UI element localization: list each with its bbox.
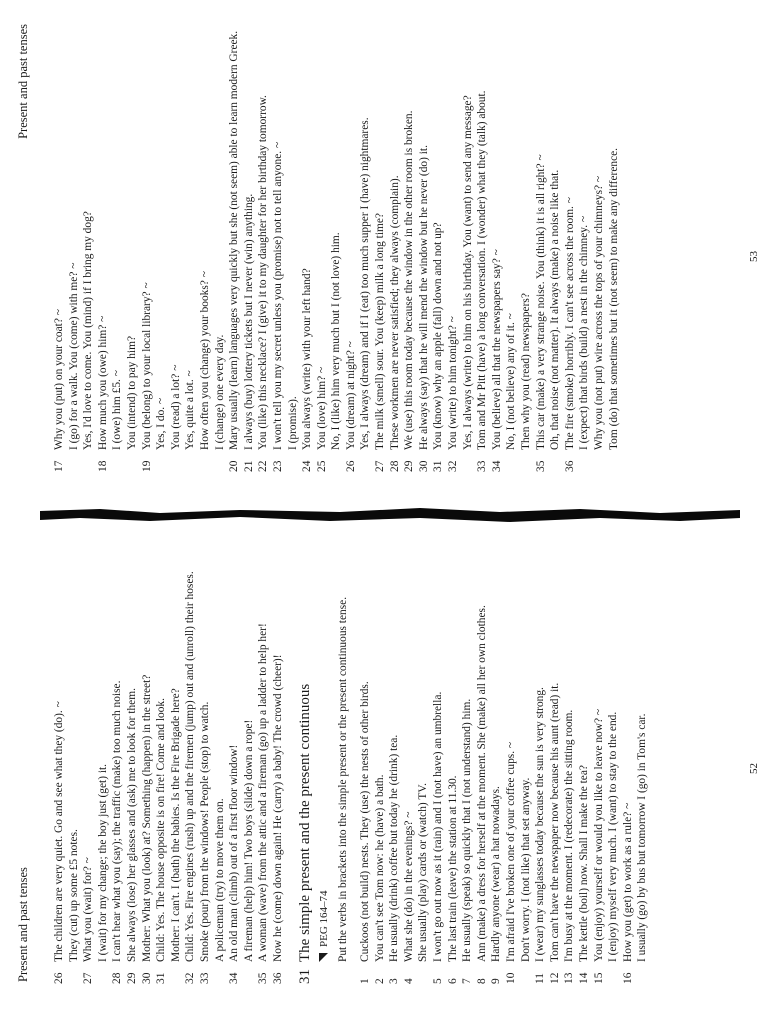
item-text: Child: Yes. The house opposite is on fire! Come and look. Mother: I can't. I (bath) the babies. Is the Fire Brigade here? <box>155 688 182 962</box>
item-text: We (use) this room today because the window in the other room is broken. <box>403 110 416 450</box>
item-number: 6 <box>446 978 459 984</box>
exercise-item <box>256 522 271 984</box>
item-number: 11 <box>534 973 547 984</box>
exercise-item <box>460 522 475 984</box>
exercise-item <box>198 522 227 984</box>
item-number: 5 <box>432 978 445 984</box>
item-text: I won't go out now as it (rain) and I (not have) an umbrella. <box>432 691 445 962</box>
item-text: The kettle (boil) now. Shall I make the tea? <box>578 765 590 962</box>
item-number: 28 <box>111 972 124 984</box>
exercise-item <box>344 10 373 472</box>
exercise-item <box>110 522 125 984</box>
exercise-item <box>387 522 402 984</box>
exercise-item <box>271 522 286 984</box>
item-number: 24 <box>301 460 314 472</box>
item-number: 33 <box>198 972 211 984</box>
item-text: She always (lose) her glasses and (ask) me to look for them. <box>125 688 138 962</box>
item-number: 26 <box>53 972 65 984</box>
exercise-item <box>358 522 373 984</box>
item-number: 27 <box>82 972 95 984</box>
item-text: Why you (put) on your coat? ~ I (go) for a walk. You (come) with me? ~ Yes, I'd love to come. You (mind) if I bring my dog? <box>53 211 95 450</box>
item-number: 35 <box>534 460 547 472</box>
item-number: 36 <box>271 972 284 984</box>
exercise-item <box>562 522 577 984</box>
item-text: Smoke (pour) from the windows! People (stop) to watch. A policeman (try) to move them on. <box>198 701 226 962</box>
item-text: You (dream) at night? ~ Yes, I always (dream) and if I (eat) too much supper I (have) nightmares. <box>344 117 372 450</box>
item-number: 34 <box>228 972 241 984</box>
item-text: You (know) why an apple (fall) down and not up? <box>432 222 445 450</box>
item-number: 3 <box>388 978 401 984</box>
item-text: You (write) to him tonight? ~ Yes, I always (write) to him on his birthday. You (want) to send any message? <box>447 95 474 450</box>
item-text: Mother: What you (look) at? Something (happen) in the street? <box>140 674 153 962</box>
exercise-item <box>402 522 431 984</box>
item-text: I'm busy at the moment. I (redecorate) the sitting room. <box>563 709 576 962</box>
item-text: Tom and Mr Pitt (have) a long conversation. I (wonder) what they (talk) about. <box>476 90 489 450</box>
exercise-title: The simple present and the present continuous <box>296 683 313 962</box>
item-text: Now he (come) down again! He (carry) a baby! The crowd (cheer)! <box>271 654 284 962</box>
item-number: 9 <box>490 978 503 984</box>
item-number: 19 <box>140 460 153 472</box>
exercise-item <box>533 522 548 984</box>
item-text: What she (do) in the evenings? ~ She usually (play) cards or (watch) TV. <box>402 783 430 962</box>
exercise-item <box>227 10 242 472</box>
item-number: 17 <box>53 460 65 472</box>
exercise-item <box>490 10 534 472</box>
item-number: 22 <box>257 460 270 472</box>
item-text: I can't hear what you (say); the traffic (make) too much noise. <box>111 680 124 962</box>
item-text: I won't tell you my secret unless you (promise) not to tell anyone. ~ I (promise). <box>271 141 299 450</box>
exercise-item <box>373 522 388 984</box>
item-text: He always (say) that he will mend the window but he never (do) it. <box>417 145 430 450</box>
item-text: Tom can't have the newspaper now because his aunt (read) it. <box>548 682 561 962</box>
exercise-item <box>373 10 388 472</box>
right-items <box>52 10 621 472</box>
item-number: 36 <box>563 460 576 472</box>
exercise-item <box>489 522 504 984</box>
exercise-item <box>534 10 563 472</box>
item-text: I always (buy) lottery tickets but I never (win) anything. <box>242 193 255 450</box>
exercise-item <box>256 10 271 472</box>
item-number: 35 <box>257 972 270 984</box>
item-number: 32 <box>184 972 197 984</box>
exercise-instructions: Put the verbs in brackets into the simple present or the present continuous tense. <box>336 596 349 962</box>
item-number: 29 <box>403 460 416 472</box>
exercise-item <box>475 522 490 984</box>
item-text: An old man (climb) out of a first floor window! A fireman (help) him! Two boys (slide) down a rope! <box>228 719 255 962</box>
item-text: You (like) this necklace? I (give) it to my daughter for her birthday tomorrow. <box>257 95 270 450</box>
item-number: 12 <box>548 972 561 984</box>
peg-reference <box>318 522 330 962</box>
item-text: You (enjoy) yourself or would you like to leave now? ~ I (enjoy) myself very much. I (want) to stay to the end. <box>592 708 620 962</box>
exercise-item <box>242 10 257 472</box>
exercise-item <box>125 522 140 984</box>
item-text: He usually (drink) coffee but today he (drink) tea. <box>388 734 401 962</box>
item-number: 30 <box>417 460 430 472</box>
item-text: You (belong) to your local library? ~ Yes, I do. ~ You (read) a lot? ~ Yes, quite a lot. ~ How often you (change) your books? ~ I (change) one every day. <box>140 271 226 450</box>
left-exercise-items <box>358 522 650 984</box>
page-number-left: 52 <box>748 763 760 774</box>
running-head-right: Present and past tenses <box>16 24 30 139</box>
item-text: You can't see Tom now: he (have) a bath. <box>373 774 386 962</box>
exercise-item <box>271 10 300 472</box>
exercise-item <box>431 522 446 984</box>
page-number-right: 53 <box>748 251 760 262</box>
exercise-item <box>227 522 256 984</box>
item-number: 18 <box>96 460 109 472</box>
exercise-item <box>154 522 183 984</box>
exercise-item <box>446 522 461 984</box>
item-number: 34 <box>490 460 503 472</box>
item-number: 21 <box>242 460 255 472</box>
item-text: The last train (leave) the station at 11.30. <box>446 775 459 962</box>
right-page-content <box>52 10 621 472</box>
exercise-heading <box>296 522 314 984</box>
item-number: 8 <box>475 978 488 984</box>
exercise-item <box>475 10 490 472</box>
item-text: I'm afraid I've broken one of your coffee cups. ~ Don't worry. I (not like) that set anyway. <box>505 741 532 962</box>
exercise-item <box>388 10 403 472</box>
item-number: 33 <box>476 460 489 472</box>
item-number: 31 <box>155 972 168 984</box>
item-number: 23 <box>271 460 284 472</box>
exercise-item <box>315 10 344 472</box>
exercise-item <box>52 10 96 472</box>
item-number: 13 <box>563 972 576 984</box>
item-text: Hardly anyone (wear) a hat nowadays. <box>490 786 503 962</box>
item-number: 27 <box>374 460 387 472</box>
item-text: This car (make) a very strange noise. You (think) it is all right? ~ Oh, that noise (not matter). It always (make) a noise like that. <box>534 154 562 450</box>
exercise-item <box>140 522 155 984</box>
exercise-item <box>563 10 621 472</box>
item-text: The children are very quiet. Go and see what they (do). ~ They (cut) up some £5 notes. <box>53 701 80 962</box>
exercise-item <box>300 10 315 472</box>
item-number: 4 <box>402 978 415 984</box>
item-number: 10 <box>505 972 518 984</box>
left-page-content <box>52 522 650 984</box>
item-text: Ann (make) a dress for herself at the moment. She (make) all her own clothes. <box>475 605 488 962</box>
item-number: 30 <box>140 972 153 984</box>
item-text: Cuckoos (not build) nests. They (use) the nests of other birds. <box>359 681 372 962</box>
item-number: 16 <box>621 972 634 984</box>
item-text: What you (wait) for? ~ I (wait) for my change; the boy just (get) it. <box>82 763 109 962</box>
item-number: 25 <box>315 460 328 472</box>
item-number: 15 <box>592 972 605 984</box>
item-number: 2 <box>373 978 386 984</box>
left-top-items <box>52 522 286 984</box>
item-text: The fire (smoke) horribly. I can't see across the room. ~ I (expect) that birds (build) a nest in the chimney. ~ Why you (not put) wire across the tops of your chimneys? ~ Tom (do) that sometimes but it (not seem) to make any difference. <box>563 147 620 450</box>
item-number: 29 <box>125 972 138 984</box>
exercise-item <box>52 522 81 984</box>
exercise-item <box>183 522 198 984</box>
item-number: 20 <box>228 460 241 472</box>
exercise-item <box>402 10 417 472</box>
item-number: 7 <box>461 978 474 984</box>
exercise-item <box>548 522 563 984</box>
item-text: The milk (smell) sour. You (keep) milk a long time? <box>374 213 387 450</box>
item-number: 28 <box>388 460 401 472</box>
exercise-item <box>592 522 621 984</box>
exercise-item <box>81 522 110 984</box>
exercise-item <box>504 522 533 984</box>
corner-marker-icon <box>319 953 328 962</box>
item-number: 14 <box>578 972 590 984</box>
item-text: You (believe) all that the newspapers say? ~ No, I (not believe) any of it. ~ Then why you (read) newspapers? <box>490 249 532 450</box>
item-text: He usually (speak) so quickly that I (not understand) him. <box>461 698 474 962</box>
exercise-item <box>577 522 592 984</box>
item-number: 32 <box>447 460 460 472</box>
item-text: How much you (owe) him? ~ I (owe) him £5. ~ You (intend) to pay him? <box>96 315 138 450</box>
exercise-item <box>621 522 650 984</box>
item-text: How you (get) to work as a rule? ~ I usually (go) by bus but tomorrow I (go) in Tom's car. <box>621 713 649 962</box>
exercise-item <box>140 10 228 472</box>
exercise-item <box>417 10 432 472</box>
exercise-item <box>96 10 140 472</box>
item-text: These workmen are never satisfied; they always (complain). <box>388 175 401 450</box>
item-number: 1 <box>359 978 372 984</box>
item-number: 31 <box>432 460 445 472</box>
item-text: Mary usually (learn) languages very quickly but she (not seem) able to learn modern Greek. <box>228 30 241 450</box>
exercise-item <box>446 10 475 472</box>
exercise-item <box>431 10 446 472</box>
item-text: You always (write) with your left hand? <box>301 268 314 450</box>
exercise-number: 31 <box>296 969 313 984</box>
item-text: You (love) him? ~ No, I (like) him very much but I (not love) him. <box>315 232 343 450</box>
item-text: I (wear) my sunglasses today because the sun is very strong. <box>534 687 547 962</box>
item-text: A woman (wave) from the attic and a fireman (go) up a ladder to help her! <box>257 623 270 962</box>
page-52 <box>0 512 768 1024</box>
item-number: 26 <box>344 460 357 472</box>
peg-label: PEG 164–74 <box>317 890 330 947</box>
item-text: Child: Yes. Fire engines (rush) up and the firemen (jump) out and (unroll) their hoses. <box>184 571 197 962</box>
running-head-left: Present and past tenses <box>16 867 30 982</box>
